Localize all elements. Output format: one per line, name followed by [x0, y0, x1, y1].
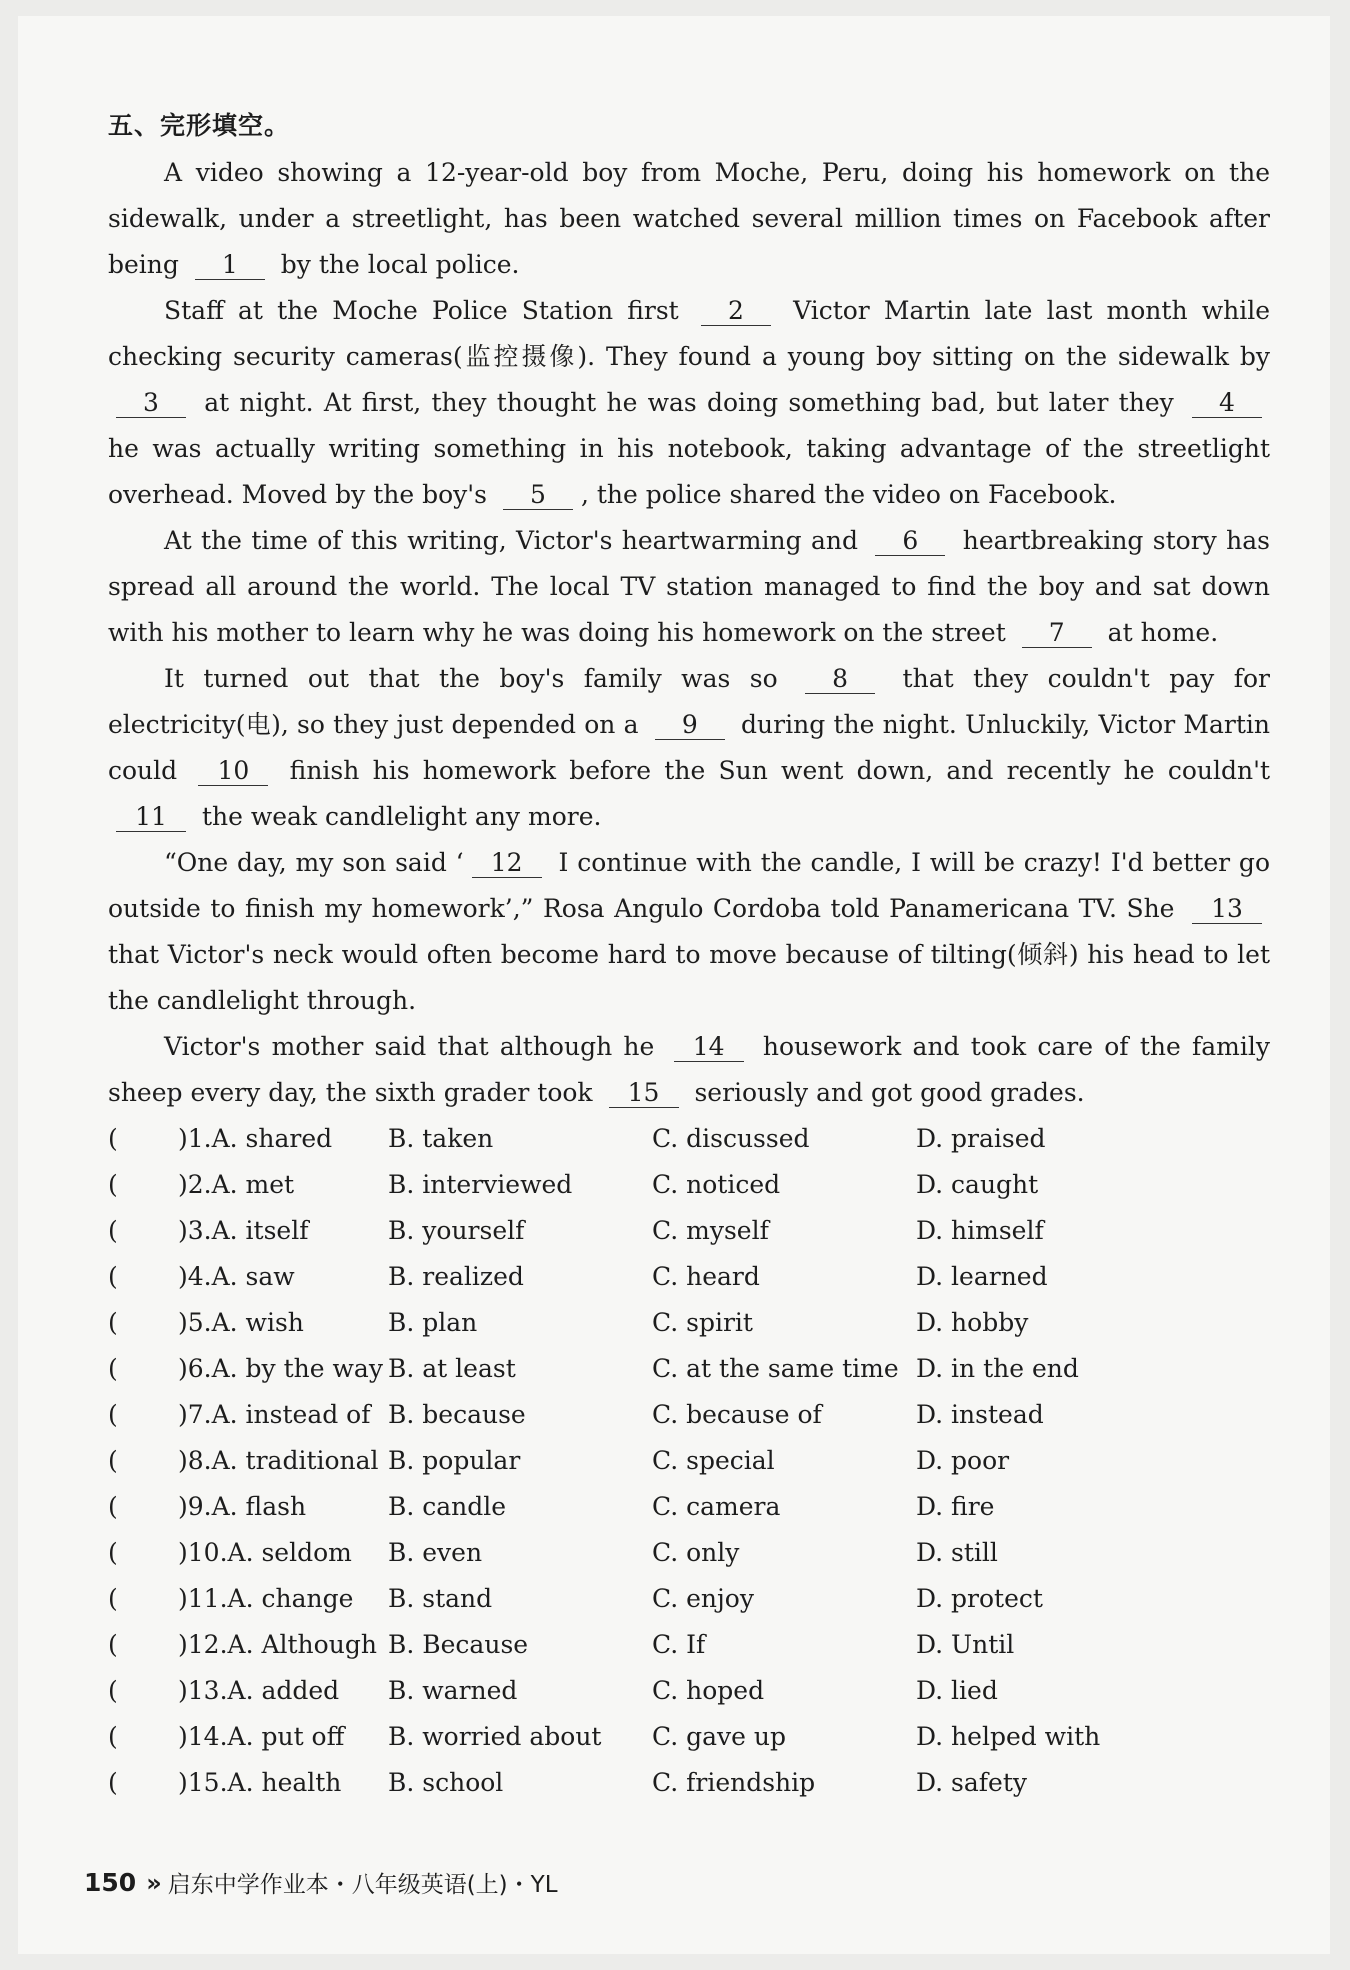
option-b[interactable]: B. Because: [388, 1630, 529, 1659]
answer-blank[interactable]: 11: [116, 803, 186, 832]
option-a[interactable]: A. instead of: [211, 1400, 371, 1429]
question-row: [108, 1576, 1270, 1622]
answer-blank[interactable]: 6: [875, 527, 945, 556]
option-a[interactable]: A. put off: [227, 1722, 345, 1751]
question-number-and-option-a: [178, 1392, 388, 1438]
question-row: [108, 1714, 1270, 1760]
option-b[interactable]: B. warned: [388, 1676, 518, 1705]
option-a[interactable]: A. shared: [211, 1124, 333, 1153]
answer-bracket[interactable]: (: [108, 1492, 118, 1521]
passage-text: finish his homework before the Sun went down, and recently he couldn't: [276, 756, 1270, 785]
passage-text: It turned out that the boy's family was so: [164, 664, 798, 693]
option-c[interactable]: C. hoped: [652, 1676, 765, 1705]
question-row: [108, 1392, 1270, 1438]
answer-bracket[interactable]: (: [108, 1538, 118, 1567]
option-b[interactable]: B. taken: [388, 1124, 494, 1153]
question-number-and-option-a: [178, 1116, 388, 1162]
passage-text: A video showing a 12-year-old boy from Moche, Peru, doing his homework on the sidewalk, under a streetlight, has been watched several million times on Facebook after being: [108, 158, 1270, 279]
question-number-and-option-a: [178, 1300, 388, 1346]
option-c[interactable]: C. enjoy: [652, 1584, 754, 1613]
question-row: [108, 1760, 1270, 1806]
option-d[interactable]: D. safety: [916, 1768, 1027, 1797]
answer-blank[interactable]: 2: [701, 297, 771, 326]
passage-paragraph: [108, 1024, 1270, 1116]
option-c[interactable]: C. only: [652, 1538, 740, 1567]
passage-text: heartbreaking story has spread all around the world. The local TV station managed to find the boy and sat down with his mother to learn why he was doing his homework on the street: [108, 526, 1270, 647]
answer-blank[interactable]: 12: [472, 849, 542, 878]
answer-blank[interactable]: 3: [116, 389, 186, 418]
option-d[interactable]: D. protect: [916, 1584, 1043, 1613]
option-b[interactable]: B. because: [388, 1400, 526, 1429]
passage-paragraph: [108, 656, 1270, 840]
question-row: [108, 1438, 1270, 1484]
book-title: 启东中学作业本・八年级英语(上)・YL: [167, 1872, 558, 1898]
option-d[interactable]: D. caught: [916, 1170, 1039, 1199]
question-number: )10.: [178, 1538, 228, 1567]
answer-bracket[interactable]: (: [108, 1584, 118, 1613]
chevron-icon: »: [146, 1868, 158, 1897]
question-row: [108, 1622, 1270, 1668]
passage-text: housework and took care of the family sheep every day, the sixth grader took: [108, 1032, 1270, 1107]
option-c[interactable]: C. spirit: [652, 1308, 753, 1337]
option-b[interactable]: B. stand: [388, 1584, 493, 1613]
option-c[interactable]: C. noticed: [652, 1170, 781, 1199]
passage-paragraph: [108, 288, 1270, 518]
passage-text: Victor Martin late last month while checking security cameras(监控摄像). They found a young boy sitting on the sidewalk by: [108, 296, 1271, 371]
option-b[interactable]: B. worried about: [388, 1722, 602, 1751]
option-a[interactable]: A. wish: [211, 1308, 304, 1337]
question-number: )11.: [178, 1584, 228, 1613]
option-d[interactable]: D. praised: [916, 1124, 1046, 1153]
option-c[interactable]: C. gave up: [652, 1722, 787, 1751]
option-b[interactable]: B. interviewed: [388, 1170, 573, 1199]
question-number: )15.: [178, 1768, 228, 1797]
answer-bracket[interactable]: (: [108, 1446, 118, 1475]
answer-blank[interactable]: 4: [1192, 389, 1262, 418]
question-row: [108, 1300, 1270, 1346]
answer-bracket[interactable]: (: [108, 1170, 118, 1199]
option-a[interactable]: A. itself: [211, 1216, 309, 1245]
option-a[interactable]: A. by the way: [211, 1354, 383, 1383]
question-number-and-option-a: [178, 1622, 388, 1668]
question-number: )5.: [178, 1308, 212, 1337]
answer-blank[interactable]: 15: [609, 1079, 679, 1108]
option-a[interactable]: A. met: [211, 1170, 295, 1199]
passage-text: , the police shared the video on Facebook.: [580, 480, 1117, 509]
option-a[interactable]: A. seldom: [227, 1538, 352, 1567]
option-c[interactable]: C. friendship: [652, 1768, 816, 1797]
option-d[interactable]: D. still: [916, 1538, 998, 1567]
option-a[interactable]: A. saw: [211, 1262, 295, 1291]
option-d[interactable]: D. lied: [916, 1676, 998, 1705]
answer-bracket[interactable]: (: [108, 1630, 118, 1659]
passage-text: At the time of this writing, Victor's heartwarming and: [164, 526, 868, 555]
option-d[interactable]: D. instead: [916, 1400, 1044, 1429]
question-number: )6.: [178, 1354, 212, 1383]
passage-text: the weak candlelight any more.: [194, 802, 602, 831]
answer-bracket[interactable]: (: [108, 1262, 118, 1291]
question-number: )7.: [178, 1400, 212, 1429]
option-c[interactable]: C. camera: [652, 1492, 781, 1521]
workbook-page: [18, 16, 1330, 1954]
question-number: )12.: [178, 1630, 228, 1659]
passage-text: during the night. Unluckily, Victor Martin could: [108, 710, 1271, 785]
option-d[interactable]: D. fire: [916, 1492, 995, 1521]
passage-text: Staff at the Moche Police Station first: [164, 296, 693, 325]
answer-blank[interactable]: 1: [195, 251, 265, 280]
question-number: )13.: [178, 1676, 228, 1705]
option-d[interactable]: D. in the end: [916, 1354, 1079, 1383]
passage-paragraph: [108, 150, 1270, 288]
question-row: [108, 1116, 1270, 1162]
passage-text: I continue with the candle, I will be crazy! I'd better go outside to finish my homework’,” Rosa Angulo Cordoba told Panamericana TV. She: [108, 848, 1270, 923]
answer-bracket[interactable]: (: [108, 1400, 118, 1429]
question-number: )2.: [178, 1170, 212, 1199]
option-a[interactable]: A. Although: [227, 1630, 377, 1659]
question-number: )9.: [178, 1492, 212, 1521]
answer-blank[interactable]: 8: [805, 665, 875, 694]
answer-bracket[interactable]: (: [108, 1308, 118, 1337]
question-number-and-option-a: [178, 1668, 388, 1714]
cloze-section: [108, 106, 1270, 1806]
question-row: [108, 1346, 1270, 1392]
question-number: )3.: [178, 1216, 212, 1245]
question-row: [108, 1208, 1270, 1254]
question-row: [108, 1162, 1270, 1208]
passage-text: at night. At first, they thought he was doing something bad, but later they: [194, 388, 1184, 417]
answer-bracket[interactable]: (: [108, 1354, 118, 1383]
answer-bracket[interactable]: (: [108, 1722, 118, 1751]
option-a[interactable]: A. health: [227, 1768, 342, 1797]
question-number-and-option-a: [178, 1346, 388, 1392]
answer-bracket[interactable]: (: [108, 1676, 118, 1705]
question-number-and-option-a: [178, 1530, 388, 1576]
option-c[interactable]: C. at the same time: [652, 1354, 899, 1383]
option-a[interactable]: A. change: [227, 1584, 354, 1613]
option-a[interactable]: A. flash: [211, 1492, 307, 1521]
passage-text: at home.: [1099, 618, 1219, 647]
passage-paragraph: [108, 840, 1270, 1024]
answer-blank[interactable]: 7: [1022, 619, 1092, 648]
option-c[interactable]: C. because of: [652, 1400, 822, 1429]
answer-options: [108, 1116, 1270, 1806]
question-row: [108, 1668, 1270, 1714]
question-row: [108, 1530, 1270, 1576]
answer-blank[interactable]: 10: [198, 757, 268, 786]
option-d[interactable]: D. learned: [916, 1262, 1048, 1291]
passage-paragraph: [108, 518, 1270, 656]
question-number: )14.: [178, 1722, 228, 1751]
option-b[interactable]: B. at least: [388, 1354, 516, 1383]
question-number: )1.: [178, 1124, 212, 1153]
option-d[interactable]: D. Until: [916, 1630, 1015, 1659]
page-number: 150: [84, 1868, 137, 1897]
question-row: [108, 1254, 1270, 1300]
option-d[interactable]: D. helped with: [916, 1722, 1101, 1751]
option-b[interactable]: B. realized: [388, 1262, 524, 1291]
option-d[interactable]: D. hobby: [916, 1308, 1029, 1337]
question-number-and-option-a: [178, 1254, 388, 1300]
question-row: [108, 1484, 1270, 1530]
answer-bracket[interactable]: (: [108, 1124, 118, 1153]
passage-text: “One day, my son said ‘: [164, 848, 464, 877]
answer-bracket[interactable]: (: [108, 1768, 118, 1797]
answer-blank[interactable]: 13: [1192, 895, 1262, 924]
option-c[interactable]: C. If: [652, 1630, 706, 1659]
question-number: )8.: [178, 1446, 212, 1475]
option-c[interactable]: C. special: [652, 1446, 775, 1475]
cloze-passage: [108, 150, 1270, 1116]
option-b[interactable]: B. yourself: [388, 1216, 525, 1245]
option-b[interactable]: B. candle: [388, 1492, 507, 1521]
passage-text: he was actually writing something in his notebook, taking advantage of the streetlight overhead. Moved by the boy's: [108, 434, 1270, 509]
question-number-and-option-a: [178, 1714, 388, 1760]
question-number-and-option-a: [178, 1484, 388, 1530]
answer-blank[interactable]: 5: [503, 481, 573, 510]
passage-text: that they couldn't pay for electricity(电), so they just depended on a: [108, 664, 1270, 739]
answer-blank[interactable]: 14: [674, 1033, 744, 1062]
option-c[interactable]: C. myself: [652, 1216, 769, 1245]
passage-text: by the local police.: [272, 250, 520, 279]
passage-text: that Victor's neck would often become hard to move because of tilting(倾斜) his head to let the candlelight through.: [108, 940, 1270, 1015]
option-b[interactable]: B. even: [388, 1538, 483, 1567]
answer-blank[interactable]: 9: [655, 711, 725, 740]
question-number-and-option-a: [178, 1208, 388, 1254]
option-d[interactable]: D. poor: [916, 1446, 1010, 1475]
question-number-and-option-a: [178, 1576, 388, 1622]
passage-text: seriously and got good grades.: [686, 1078, 1085, 1107]
page-footer: [84, 1866, 558, 1899]
question-number-and-option-a: [178, 1162, 388, 1208]
question-number-and-option-a: [178, 1438, 388, 1484]
question-number: )4.: [178, 1262, 212, 1291]
option-d[interactable]: D. himself: [916, 1216, 1044, 1245]
question-number-and-option-a: [178, 1760, 388, 1806]
option-a[interactable]: A. added: [227, 1676, 340, 1705]
answer-bracket[interactable]: (: [108, 1216, 118, 1245]
option-a[interactable]: A. traditional: [211, 1446, 379, 1475]
option-b[interactable]: B. popular: [388, 1446, 521, 1475]
option-b[interactable]: B. plan: [388, 1308, 478, 1337]
section-title: 五、完形填空。: [108, 111, 291, 140]
option-c[interactable]: C. discussed: [652, 1124, 810, 1153]
option-c[interactable]: C. heard: [652, 1262, 760, 1291]
option-b[interactable]: B. school: [388, 1768, 504, 1797]
passage-text: Victor's mother said that although he: [164, 1032, 666, 1061]
